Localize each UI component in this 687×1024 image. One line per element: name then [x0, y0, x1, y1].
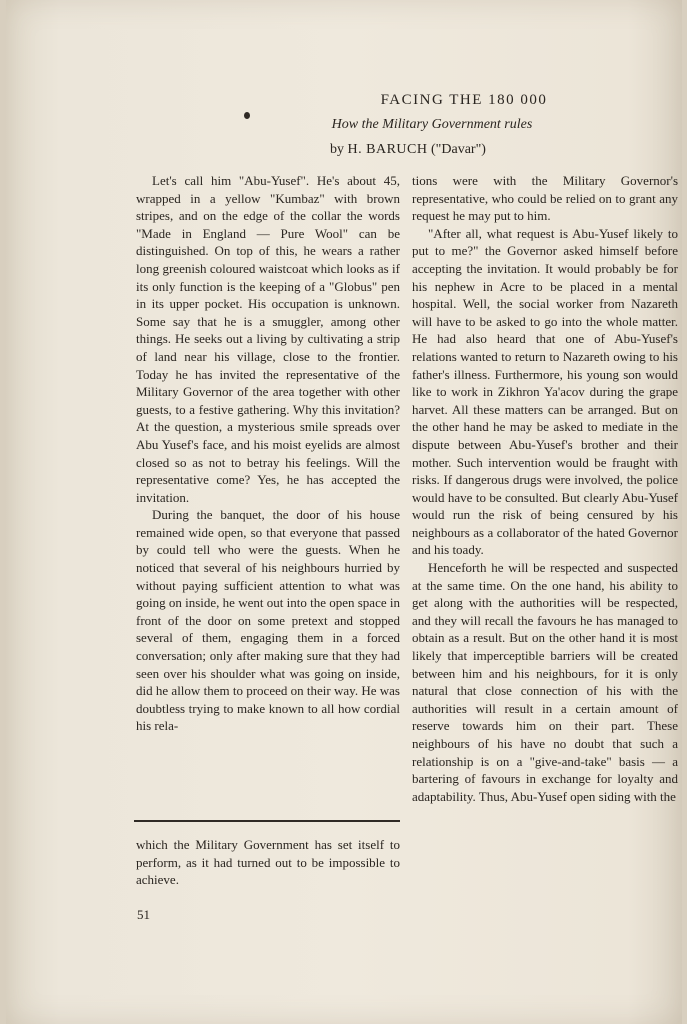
paragraph: tions were with the Military Governor's representative, who could be relied on to grant any request he may put to him. — [412, 173, 678, 224]
paragraph: Henceforth he will be respected and suspected at the same time. On the one hand, his ability to get along with the authorities will be respected, and they will recall the favours he has managed to obtain as a result. But on the other hand it is most likely that imperceptible barriers will be created between him and his neighbours, for it is only natural that close connection of his with the authorities will result in a certain amount of reserve towards him on their part. These neighbours of his have no doubt that such a relationship is on a "give-and-take" basis — a bartering of favours in exchange for loyalty and adaptability. Thus, Abu-Yusef open siding with the — [412, 560, 678, 804]
article-subtitle: How the Military Government rules — [331, 117, 533, 132]
page — [6, 0, 682, 1024]
paragraph: "After all, what request is Abu-Yusef likely to put to me?" the Governor asked himself before accepting the invitation. It would probably be for his nephew in Acre to be placed in a mental hospital. Well, the social worker from Nazareth will have to be asked to go into the whole matter. He had also heard that one of Abu-Yusef's relations wanted to return to Nazareth owing to his father's illness. Furthermore, his young son would like to work in Zikhron Ya'acov during the grape harvet. All these matters can be arranged. But on the other hand he may be asked to mediate in the dispute between Abu-Yusef's brother and their mother. Such intervention would be fraught with risks. If dangerous drugs were involved, the police would have to be consulted. But clearly Abu-Yusef would run the risk of being censured by his neighbours as a collaborator of the hated Governor and his toady. — [412, 225, 678, 558]
footnote-text: which the Military Government has set itself to perform, as it had turned out to be impossible to achieve. — [136, 837, 400, 888]
byline — [70, 142, 687, 158]
paragraph: Let's call him "Abu-Yusef". He's about 45, wrapped in a yellow "Kumbaz" with brown stripes, and on the edge of the collar the words "Made in England — Pure Wool" can be distinguished. On top of this, he wears a rather long greenish coloured waistcoat which looks as if its only function is the keeping of a "Globus" pen in its upper pocket. His occupation is unknown. Some say that he is a smuggler, among other things. He seeks out a living by cultivating a strip of land near his village, close to the frontier. Today he has invited the representative of the Military Governor of the area together with other guests, to a festive gathering. Why this invitation? At the question, a mysterious smile spreads over Abu Yusef's face, and his moist eyelids are almost closed so as not to betray his feelings. Will the representative come? Yes, he has accepted the invitation. — [136, 173, 400, 505]
article-title: FACING THE 180 000 — [380, 92, 548, 108]
byline-prefix: by — [330, 142, 345, 157]
right-column — [412, 172, 678, 805]
author-name: H. BARUCH — [347, 142, 428, 157]
byline-source: ("Davar") — [431, 142, 486, 157]
left-column — [136, 172, 400, 735]
footnote-rule — [134, 820, 400, 822]
paragraph: During the banquet, the door of his house remained wide open, so that everyone that passed by could tell who were the guests. When he noticed that several of his neighbours hurried by without paying sufficient attention to what was going on inside, he went out into the open space in front of the door on some pretext and stopped several of them, engaging them in a forced conversation; only after making sure that they had seen over his shoulder what was going on inside, did he allow them to proceed on their way. He was doubtless trying to make known to all how cordial his rela- — [136, 507, 400, 734]
page-number: 51 — [137, 907, 150, 922]
